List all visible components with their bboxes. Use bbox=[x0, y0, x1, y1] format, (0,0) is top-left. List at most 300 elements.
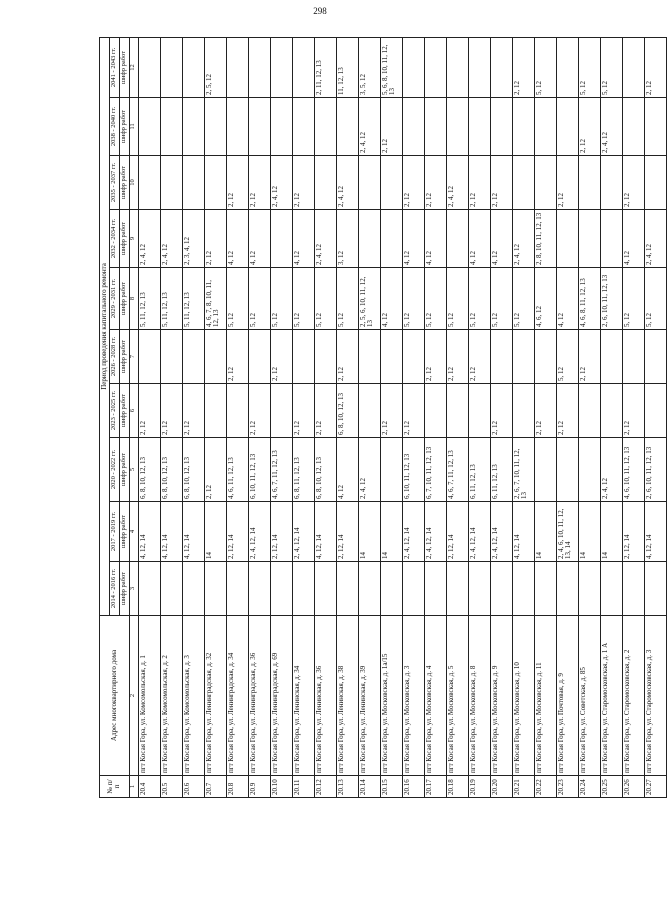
work-code-cell bbox=[578, 438, 600, 502]
header-period: 2017 - 2019 гг. bbox=[110, 502, 120, 562]
work-code-cell bbox=[512, 156, 534, 210]
work-code-cell bbox=[644, 384, 666, 438]
work-code-cell bbox=[490, 562, 512, 616]
work-code-cell: 2, 3, 4, 12 bbox=[182, 210, 204, 268]
work-code-cell: 5, 12 bbox=[534, 37, 556, 97]
header-period: 2026 - 2028 гг. bbox=[110, 330, 120, 384]
row-number: 20.7 bbox=[204, 776, 226, 798]
work-code-cell bbox=[358, 384, 380, 438]
work-code-cell: 4, 12, 14 bbox=[644, 502, 666, 562]
work-code-cell bbox=[556, 37, 578, 97]
work-code-cell: 5, 12 bbox=[292, 268, 314, 330]
work-code-cell: 6, 8, 10, 12, 13 bbox=[160, 438, 182, 502]
row-address: пгт Косая Гора, ул. Старомосковская, д. 3 bbox=[644, 616, 666, 776]
work-code-cell: 2, 4, 12 bbox=[270, 156, 292, 210]
work-code-cell bbox=[248, 98, 270, 156]
work-code-cell bbox=[248, 330, 270, 384]
work-code-cell bbox=[424, 37, 446, 97]
work-code-cell: 5, 12 bbox=[512, 268, 534, 330]
work-code-cell: 5, 6, 8, 10, 11, 12, 13 bbox=[380, 37, 402, 97]
work-code-cell: 2, 12 bbox=[336, 330, 358, 384]
work-code-cell: 3, 12 bbox=[336, 210, 358, 268]
table-row bbox=[314, 37, 336, 797]
row-address: пгт Косая Гора, ул. Ленинградская, д. 32 bbox=[204, 616, 226, 776]
work-code-cell: 4, 6, 8, 11, 12, 13 bbox=[578, 268, 600, 330]
work-code-cell bbox=[138, 562, 160, 616]
work-code-cell bbox=[578, 562, 600, 616]
work-code-cell: 4, 12, 14 bbox=[512, 502, 534, 562]
work-code-cell: 5, 12 bbox=[578, 37, 600, 97]
work-code-cell bbox=[446, 37, 468, 97]
work-code-cell: 2, 12 bbox=[468, 330, 490, 384]
work-code-cell bbox=[204, 330, 226, 384]
work-code-cell: 14 bbox=[204, 502, 226, 562]
row-address: пгт Косая Гора, ул. Московская, д. 8 bbox=[468, 616, 490, 776]
table-row bbox=[226, 37, 248, 797]
header-period: 2032 - 2034 гг. bbox=[110, 210, 120, 268]
row-number: 20.14 bbox=[358, 776, 380, 798]
work-code-cell: 4, 12, 14 bbox=[160, 502, 182, 562]
table-row bbox=[644, 37, 666, 797]
header-period: 2020 - 2022 гг. bbox=[110, 438, 120, 502]
page-number: 298 bbox=[313, 6, 327, 16]
work-code-cell: 2, 12 bbox=[314, 384, 336, 438]
work-code-cell: 2, 12 bbox=[468, 156, 490, 210]
work-code-cell: 2, 12 bbox=[644, 37, 666, 97]
work-code-cell: 4, 6, 7, 11, 12, 13 bbox=[446, 438, 468, 502]
work-code-cell bbox=[248, 37, 270, 97]
work-code-cell: 6, 11, 12, 13 bbox=[490, 438, 512, 502]
work-code-cell bbox=[314, 562, 336, 616]
work-code-cell: 5, 12 bbox=[622, 268, 644, 330]
row-number: 20.26 bbox=[622, 776, 644, 798]
work-code-cell bbox=[138, 37, 160, 97]
row-number: 20.20 bbox=[490, 776, 512, 798]
work-code-cell bbox=[578, 156, 600, 210]
work-code-cell bbox=[380, 562, 402, 616]
work-code-cell: 4, 12 bbox=[424, 210, 446, 268]
work-code-cell bbox=[182, 330, 204, 384]
rotated-table-page bbox=[99, 38, 653, 798]
work-code-cell: 2, 12 bbox=[512, 37, 534, 97]
work-code-cell bbox=[292, 98, 314, 156]
work-code-cell: 2, 12 bbox=[490, 384, 512, 438]
row-number: 20.17 bbox=[424, 776, 446, 798]
work-code-cell bbox=[534, 330, 556, 384]
work-code-cell: 6, 8, 10, 12, 13 bbox=[182, 438, 204, 502]
work-code-cell: 5, 11, 12, 13 bbox=[160, 268, 182, 330]
header-sub-label: шифр работ bbox=[120, 330, 130, 384]
row-number: 20.22 bbox=[534, 776, 556, 798]
table-row bbox=[270, 37, 292, 797]
work-code-cell: 4, 12 bbox=[226, 210, 248, 268]
work-code-cell: 2, 4, 12 bbox=[160, 210, 182, 268]
work-code-cell bbox=[270, 384, 292, 438]
work-code-cell bbox=[270, 37, 292, 97]
header-sub-label: шифр работ bbox=[120, 268, 130, 330]
row-address: пгт Косая Гора, ул. Ленинская, д. 38 bbox=[336, 616, 358, 776]
work-code-cell: 4, 12 bbox=[402, 210, 424, 268]
row-address: пгт Косая Гора, ул. Ленинская, д. 34 bbox=[292, 616, 314, 776]
work-code-cell: 2, 12 bbox=[424, 330, 446, 384]
work-code-cell bbox=[578, 384, 600, 438]
work-code-cell: 2, 4, 12 bbox=[600, 438, 622, 502]
work-code-cell bbox=[160, 156, 182, 210]
work-code-cell bbox=[622, 98, 644, 156]
work-code-cell bbox=[270, 210, 292, 268]
work-code-cell bbox=[622, 37, 644, 97]
work-code-cell bbox=[424, 384, 446, 438]
table-row bbox=[182, 37, 204, 797]
work-code-cell: 2, 4, 12 bbox=[512, 210, 534, 268]
work-code-cell: 4, 6, 7, 11, 12, 13 bbox=[270, 438, 292, 502]
work-code-cell: 2, 4, 12, 14 bbox=[248, 502, 270, 562]
row-number: 20.6 bbox=[182, 776, 204, 798]
work-code-cell bbox=[204, 562, 226, 616]
work-code-cell: 5, 12 bbox=[270, 268, 292, 330]
work-code-cell bbox=[336, 98, 358, 156]
work-code-cell bbox=[556, 562, 578, 616]
header-period: 2041 - 2043 гг. bbox=[110, 37, 120, 97]
work-code-cell: 2, 12 bbox=[248, 156, 270, 210]
header-sub-label: шифр работ bbox=[120, 156, 130, 210]
row-number: 20.24 bbox=[578, 776, 600, 798]
work-code-cell: 5, 12 bbox=[490, 268, 512, 330]
work-code-cell: 4, 12, 14 bbox=[314, 502, 336, 562]
work-code-cell: 2, 4, 6, 10, 11, 12, 13, 14 bbox=[556, 502, 578, 562]
table-row bbox=[600, 37, 622, 797]
table-row bbox=[204, 37, 226, 797]
header-sub-label: шифр работ bbox=[120, 562, 130, 616]
column-index: 1 bbox=[129, 776, 138, 798]
work-code-cell bbox=[270, 98, 292, 156]
work-code-cell: 4, 12 bbox=[468, 210, 490, 268]
work-code-cell bbox=[182, 37, 204, 97]
table-row bbox=[336, 37, 358, 797]
work-code-cell bbox=[270, 562, 292, 616]
header-sub-label: шифр работ bbox=[120, 98, 130, 156]
column-index: 10 bbox=[129, 156, 138, 210]
table-row bbox=[468, 37, 490, 797]
work-code-cell: 2, 4, 12 bbox=[446, 156, 468, 210]
work-code-cell bbox=[314, 330, 336, 384]
work-code-cell: 2, 12 bbox=[424, 156, 446, 210]
row-number: 20.19 bbox=[468, 776, 490, 798]
work-code-cell: 14 bbox=[358, 502, 380, 562]
work-code-cell: 14 bbox=[600, 502, 622, 562]
work-code-cell bbox=[402, 330, 424, 384]
table-row bbox=[446, 37, 468, 797]
work-code-cell bbox=[556, 438, 578, 502]
work-code-cell bbox=[358, 330, 380, 384]
work-code-cell: 4, 12 bbox=[248, 210, 270, 268]
header-period: 2029 - 2031 гг. bbox=[110, 268, 120, 330]
work-code-cell bbox=[534, 438, 556, 502]
work-code-cell bbox=[424, 562, 446, 616]
table-row bbox=[358, 37, 380, 797]
work-code-cell: 3, 5, 12 bbox=[358, 37, 380, 97]
work-code-cell: 2, 12, 14 bbox=[446, 502, 468, 562]
column-index: 11 bbox=[129, 98, 138, 156]
work-code-cell: 2, 12 bbox=[402, 156, 424, 210]
work-code-cell bbox=[512, 330, 534, 384]
row-address: пгт Косая Гора, ул. Ленинградская, д. 36 bbox=[248, 616, 270, 776]
work-code-cell bbox=[160, 562, 182, 616]
work-code-cell bbox=[622, 330, 644, 384]
work-code-cell bbox=[446, 98, 468, 156]
work-code-cell: 4, 6, 12 bbox=[534, 268, 556, 330]
table-row bbox=[402, 37, 424, 797]
header-period: 2023 - 2025 гг. bbox=[110, 384, 120, 438]
work-code-cell: 4, 6, 11, 12, 13 bbox=[226, 438, 248, 502]
work-code-cell: 2, 12 bbox=[446, 330, 468, 384]
row-address: пгт Косая Гора, ул. Московская, д. 4 bbox=[424, 616, 446, 776]
work-code-cell: 2, 12 bbox=[578, 330, 600, 384]
work-code-cell: 5, 12 bbox=[446, 268, 468, 330]
work-code-cell bbox=[512, 562, 534, 616]
header-num: № п/п bbox=[100, 776, 130, 798]
work-code-cell: 5, 12 bbox=[226, 268, 248, 330]
row-number: 20.18 bbox=[446, 776, 468, 798]
work-code-cell bbox=[138, 330, 160, 384]
work-code-cell bbox=[424, 98, 446, 156]
row-address: пгт Косая Гора, ул. Советская, д. 85 bbox=[578, 616, 600, 776]
work-code-cell: 2, 12 bbox=[622, 384, 644, 438]
row-address: пгт Косая Гора, ул. Московская, д. 10 bbox=[512, 616, 534, 776]
work-code-cell: 6, 8, 10, 12, 13 bbox=[336, 384, 358, 438]
row-address: пгт Косая Гора, ул. Комсомольская, д. 1 bbox=[138, 616, 160, 776]
work-code-cell bbox=[490, 37, 512, 97]
work-code-cell: 4, 6, 7, 8, 10, 11, 12, 13 bbox=[204, 268, 226, 330]
row-address: пгт Косая Гора, ул. Ленинградская, д. 69 bbox=[270, 616, 292, 776]
work-code-cell bbox=[402, 98, 424, 156]
work-code-cell: 2, 4, 12, 14 bbox=[402, 502, 424, 562]
work-code-cell bbox=[600, 156, 622, 210]
work-code-cell bbox=[380, 438, 402, 502]
work-code-cell: 4, 12 bbox=[556, 268, 578, 330]
work-code-cell: 5, 12 bbox=[402, 268, 424, 330]
work-code-cell bbox=[204, 98, 226, 156]
work-code-cell: 2, 12, 14 bbox=[622, 502, 644, 562]
work-code-cell bbox=[512, 98, 534, 156]
work-code-cell: 4, 12 bbox=[380, 268, 402, 330]
column-index: 12 bbox=[129, 37, 138, 97]
work-code-cell: 2, 6, 10, 11, 12, 13 bbox=[600, 268, 622, 330]
row-address: пгт Косая Гора, ул. Комсомольская, д. 2 bbox=[160, 616, 182, 776]
work-code-cell: 2, 4, 12 bbox=[138, 210, 160, 268]
work-code-cell: 4, 12 bbox=[490, 210, 512, 268]
work-code-cell: 5, 12 bbox=[314, 268, 336, 330]
row-number: 20.23 bbox=[556, 776, 578, 798]
work-code-cell: 2, 12 bbox=[138, 384, 160, 438]
work-code-cell bbox=[248, 562, 270, 616]
work-code-cell: 5, 12 bbox=[600, 37, 622, 97]
work-code-cell: 2, 4, 12 bbox=[644, 210, 666, 268]
table-row bbox=[534, 37, 556, 797]
work-code-cell: 4, 12, 14 bbox=[182, 502, 204, 562]
work-code-cell: 2, 12 bbox=[380, 384, 402, 438]
work-code-cell bbox=[644, 330, 666, 384]
work-code-cell bbox=[402, 37, 424, 97]
header-period: 2014 - 2016 гг. bbox=[110, 562, 120, 616]
work-code-cell bbox=[578, 210, 600, 268]
column-index: 9 bbox=[129, 210, 138, 268]
work-code-cell: 2, 12 bbox=[226, 330, 248, 384]
work-code-cell bbox=[446, 210, 468, 268]
header-period: 2035 - 2037 гг. bbox=[110, 156, 120, 210]
work-code-cell: 6, 8, 10, 12, 13 bbox=[314, 438, 336, 502]
row-address: пгт Косая Гора, ул. Московская, д. 5 bbox=[446, 616, 468, 776]
row-address: пгт Косая Гора, ул. Ленинская, д. 39 bbox=[358, 616, 380, 776]
header-period: 2038 - 2040 гг. bbox=[110, 98, 120, 156]
work-code-cell: 14 bbox=[534, 502, 556, 562]
work-code-cell: 5, 11, 12, 13 bbox=[138, 268, 160, 330]
column-index: 2 bbox=[129, 616, 138, 776]
work-code-cell bbox=[314, 98, 336, 156]
row-number: 20.16 bbox=[402, 776, 424, 798]
column-index: 6 bbox=[129, 384, 138, 438]
work-code-cell: 2, 12 bbox=[578, 98, 600, 156]
work-code-cell: 5, 12 bbox=[424, 268, 446, 330]
work-code-cell bbox=[138, 98, 160, 156]
work-code-cell: 2, 4, 12, 14 bbox=[424, 502, 446, 562]
work-code-cell: 2, 8, 10, 11, 12, 13 bbox=[534, 210, 556, 268]
row-address: пгт Косая Гора, ул. Почтовая, д. 9 bbox=[556, 616, 578, 776]
work-code-cell: 14 bbox=[578, 502, 600, 562]
work-code-cell: 2, 4, 12, 14 bbox=[490, 502, 512, 562]
header-sub-label: шифр работ bbox=[120, 502, 130, 562]
table-row bbox=[578, 37, 600, 797]
work-code-cell: 4, 12 bbox=[292, 210, 314, 268]
capital-repair-schedule-table bbox=[99, 37, 667, 798]
table-row bbox=[292, 37, 314, 797]
row-address: пгт Косая Гора, ул. Комсомольская, д. 3 bbox=[182, 616, 204, 776]
header-sub-label: шифр работ bbox=[120, 37, 130, 97]
table-row bbox=[622, 37, 644, 797]
table-row bbox=[380, 37, 402, 797]
work-code-cell bbox=[358, 210, 380, 268]
work-code-cell bbox=[380, 156, 402, 210]
work-code-cell bbox=[468, 37, 490, 97]
work-code-cell bbox=[446, 562, 468, 616]
work-code-cell: 2, 4, 12 bbox=[600, 98, 622, 156]
work-code-cell bbox=[204, 156, 226, 210]
work-code-cell: 2, 12 bbox=[556, 156, 578, 210]
work-code-cell: 2, 12 bbox=[292, 384, 314, 438]
row-number: 20.8 bbox=[226, 776, 248, 798]
work-code-cell bbox=[204, 384, 226, 438]
work-code-cell: 2, 11, 12, 13 bbox=[314, 37, 336, 97]
work-code-cell: 2, 12, 14 bbox=[270, 502, 292, 562]
work-code-cell: 2, 12 bbox=[380, 98, 402, 156]
work-code-cell bbox=[556, 98, 578, 156]
row-number: 20.10 bbox=[270, 776, 292, 798]
row-number: 20.15 bbox=[380, 776, 402, 798]
work-code-cell: 2, 5, 6, 10, 11, 12, 13 bbox=[358, 268, 380, 330]
work-code-cell bbox=[534, 156, 556, 210]
work-code-cell: 4, 12 bbox=[622, 210, 644, 268]
row-number: 20.21 bbox=[512, 776, 534, 798]
table-row bbox=[424, 37, 446, 797]
work-code-cell bbox=[292, 330, 314, 384]
row-number: 20.27 bbox=[644, 776, 666, 798]
work-code-cell bbox=[622, 562, 644, 616]
row-number: 20.25 bbox=[600, 776, 622, 798]
column-index: 7 bbox=[129, 330, 138, 384]
work-code-cell bbox=[380, 330, 402, 384]
work-code-cell bbox=[600, 210, 622, 268]
work-code-cell bbox=[534, 98, 556, 156]
work-code-cell: 6, 8, 10, 12, 13 bbox=[138, 438, 160, 502]
column-index: 5 bbox=[129, 438, 138, 502]
table-row bbox=[138, 37, 160, 797]
work-code-cell: 6, 10, 11, 12, 13 bbox=[402, 438, 424, 502]
work-code-cell: 2, 12 bbox=[270, 330, 292, 384]
column-index: 3 bbox=[129, 562, 138, 616]
work-code-cell bbox=[160, 98, 182, 156]
work-code-cell: 2, 5, 12 bbox=[204, 37, 226, 97]
work-code-cell: 2, 4, 12 bbox=[336, 156, 358, 210]
work-code-cell bbox=[556, 210, 578, 268]
row-address: пгт Косая Гора, ул. Старомосковская, д. 1 А bbox=[600, 616, 622, 776]
row-number: 20.5 bbox=[160, 776, 182, 798]
work-code-cell bbox=[490, 98, 512, 156]
work-code-cell bbox=[226, 384, 248, 438]
work-code-cell: 2, 4, 12, 14 bbox=[468, 502, 490, 562]
work-code-cell: 5, 12 bbox=[468, 268, 490, 330]
row-address: пгт Косая Гора, ул. Московская, д. 11 bbox=[534, 616, 556, 776]
work-code-cell bbox=[600, 562, 622, 616]
work-code-cell: 6, 8, 11, 12, 13 bbox=[292, 438, 314, 502]
table-row bbox=[556, 37, 578, 797]
work-code-cell: 6, 10, 11, 12, 13 bbox=[248, 438, 270, 502]
work-code-cell bbox=[600, 330, 622, 384]
work-code-cell: 2, 12 bbox=[490, 156, 512, 210]
work-code-cell bbox=[644, 98, 666, 156]
work-code-cell: 11, 12, 13 bbox=[336, 37, 358, 97]
work-code-cell bbox=[160, 37, 182, 97]
work-code-cell bbox=[292, 37, 314, 97]
work-code-cell: 2, 4, 12, 14 bbox=[292, 502, 314, 562]
work-code-cell bbox=[644, 562, 666, 616]
work-code-cell bbox=[314, 156, 336, 210]
work-code-cell: 2, 12 bbox=[248, 384, 270, 438]
work-code-cell: 5, 12 bbox=[644, 268, 666, 330]
header-sub-label: шифр работ bbox=[120, 384, 130, 438]
work-code-cell: 6, 11, 12, 13 bbox=[468, 438, 490, 502]
work-code-cell: 2, 6, 7, 10, 11, 12, 13 bbox=[512, 438, 534, 502]
work-code-cell: 2, 12 bbox=[182, 384, 204, 438]
row-number: 20.12 bbox=[314, 776, 336, 798]
row-address: пгт Косая Гора, ул. Ленинская, д. 36 bbox=[314, 616, 336, 776]
table-row bbox=[490, 37, 512, 797]
work-code-cell bbox=[182, 562, 204, 616]
work-code-cell bbox=[512, 384, 534, 438]
table-row bbox=[160, 37, 182, 797]
work-code-cell: 2, 4, 12 bbox=[314, 210, 336, 268]
row-address: пгт Косая Гора, ул. Московская, д. 1а/15 bbox=[380, 616, 402, 776]
work-code-cell: 2, 12 bbox=[160, 384, 182, 438]
work-code-cell: 2, 12 bbox=[556, 384, 578, 438]
table-row bbox=[248, 37, 270, 797]
row-number: 20.9 bbox=[248, 776, 270, 798]
column-index: 4 bbox=[129, 502, 138, 562]
work-code-cell bbox=[336, 562, 358, 616]
work-code-cell: 5, 12 bbox=[248, 268, 270, 330]
work-code-cell bbox=[402, 562, 424, 616]
work-code-cell: 2, 12, 14 bbox=[336, 502, 358, 562]
work-code-cell: 2, 12, 14 bbox=[226, 502, 248, 562]
